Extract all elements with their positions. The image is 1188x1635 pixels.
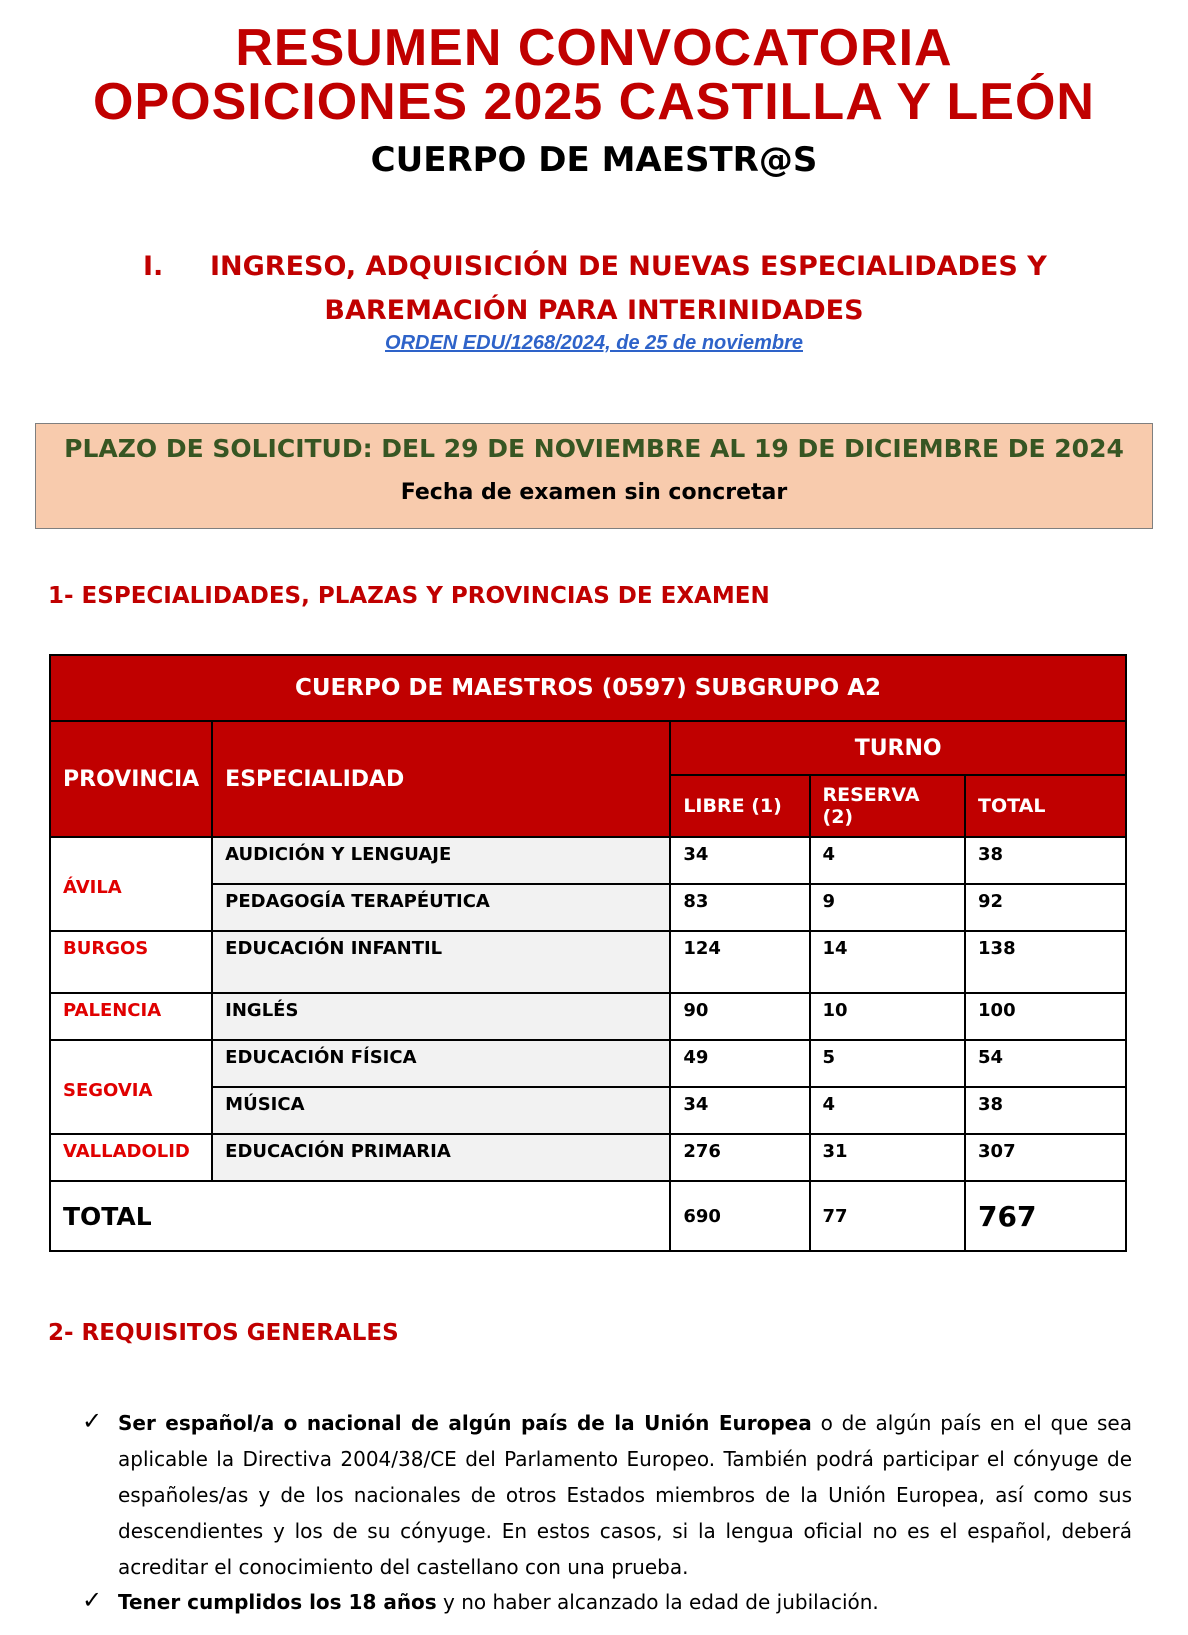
table-row — [50, 837, 1126, 884]
plazo-subtitle: Fecha de examen sin concretar — [400, 480, 788, 505]
table-total-row — [50, 1181, 1126, 1251]
table-row — [50, 1134, 1126, 1181]
libre-cell: 49 — [670, 1040, 809, 1087]
table-row — [50, 931, 1126, 993]
document-subtitle: CUERPO DE MAESTR@S — [370, 140, 818, 180]
total-cell: 307 — [965, 1134, 1126, 1181]
especialidad-cell: MÚSICA — [212, 1087, 670, 1134]
libre-cell: 34 — [670, 837, 809, 884]
section-1-number: I. — [143, 251, 164, 282]
table-title: CUERPO DE MAESTROS (0597) SUBGRUPO A2 — [50, 655, 1126, 721]
reserva-cell: 14 — [810, 931, 966, 993]
requisito-bold: Tener cumplidos los 18 años — [118, 1590, 437, 1614]
libre-cell: 124 — [670, 931, 809, 993]
total-reserva: 77 — [810, 1181, 966, 1251]
table-row — [50, 993, 1126, 1040]
especialidad-cell: EDUCACIÓN FÍSICA — [212, 1040, 670, 1087]
subsection-1-heading: 1- ESPECIALIDADES, PLAZAS Y PROVINCIAS DE EXAMEN — [48, 583, 770, 609]
col-header-provincia: PROVINCIA — [50, 721, 212, 837]
total-cell: 100 — [965, 993, 1126, 1040]
requisito-rest: o de algún país en el que sea aplicable la Directiva 2004/38/CE del Parlamento Europeo. También podrá participar el cónyuge de españoles/as y de los nacionales de otros Estados miembros de la Unión Europea, así como sus descendientes y los de su cónyuge. En estos casos, si la lengua oficial no es el español, deberá acreditar el conocimiento del castellano con una prueba. — [118, 1411, 1132, 1579]
libre-cell: 83 — [670, 884, 809, 931]
col-header-especialidad: ESPECIALIDAD — [212, 721, 670, 837]
requisito-rest: y no haber alcanzado la edad de jubilación. — [436, 1590, 879, 1614]
especialidad-cell: EDUCACIÓN PRIMARIA — [212, 1134, 670, 1181]
plazo-box — [35, 423, 1153, 529]
reserva-cell: 31 — [810, 1134, 966, 1181]
total-cell: 38 — [965, 837, 1126, 884]
col-header-total: TOTAL — [965, 775, 1126, 837]
total-cell: 54 — [965, 1040, 1126, 1087]
total-cell: 138 — [965, 931, 1126, 993]
libre-cell: 34 — [670, 1087, 809, 1134]
provincia-cell: SEGOVIA — [50, 1040, 212, 1134]
requisito-text — [118, 1584, 1132, 1620]
total-libre: 690 — [670, 1181, 809, 1251]
provincia-cell: PALENCIA — [50, 993, 212, 1040]
reserva-cell: 9 — [810, 884, 966, 931]
especialidad-cell: EDUCACIÓN INFANTIL — [212, 931, 670, 993]
requisito-bold: Ser español/a o nacional de algún país de la Unión Europea — [118, 1411, 812, 1435]
total-cell: 38 — [965, 1087, 1126, 1134]
especialidad-cell: INGLÉS — [212, 993, 670, 1040]
requisito-item — [82, 1405, 1132, 1585]
provincia-cell: VALLADOLID — [50, 1134, 212, 1181]
especialidad-cell: PEDAGOGÍA TERAPÉUTICA — [212, 884, 670, 931]
total-label: TOTAL — [50, 1181, 670, 1251]
provincia-cell: BURGOS — [50, 931, 212, 993]
subsection-2-heading: 2- REQUISITOS GENERALES — [48, 1320, 399, 1346]
col-header-turno: TURNO — [670, 721, 1126, 775]
reserva-cell: 4 — [810, 1087, 966, 1134]
especialidad-cell: AUDICIÓN Y LENGUAJE — [212, 837, 670, 884]
table-row — [50, 1040, 1126, 1087]
libre-cell: 276 — [670, 1134, 809, 1181]
requisito-item — [82, 1584, 1132, 1620]
total-total: 767 — [965, 1181, 1126, 1251]
checkmark-icon: ✓ — [82, 1586, 103, 1614]
col-header-reserva: RESERVA (2) — [810, 775, 966, 837]
total-cell: 92 — [965, 884, 1126, 931]
document-title-line1: RESUMEN CONVOCATORIA — [235, 19, 953, 77]
reserva-cell: 5 — [810, 1040, 966, 1087]
orden-link[interactable]: ORDEN EDU/1268/2024, de 25 de noviembre — [385, 332, 803, 354]
plazas-table — [49, 654, 1127, 1252]
table-row — [50, 884, 1126, 931]
table-row — [50, 1087, 1126, 1134]
col-header-libre: LIBRE (1) — [670, 775, 809, 837]
section-1-heading-line1: INGRESO, ADQUISICIÓN DE NUEVAS ESPECIALIDADES Y — [210, 251, 1047, 282]
reserva-cell: 4 — [810, 837, 966, 884]
libre-cell: 90 — [670, 993, 809, 1040]
document-title-line2: OPOSICIONES 2025 CASTILLA Y LEÓN — [93, 73, 1095, 131]
provincia-cell: ÁVILA — [50, 837, 212, 931]
requisito-text — [118, 1405, 1132, 1585]
checkmark-icon: ✓ — [82, 1407, 103, 1435]
plazo-title: PLAZO DE SOLICITUD: DEL 29 DE NOVIEMBRE AL 19 DE DICIEMBRE DE 2024 — [64, 434, 1124, 463]
reserva-cell: 10 — [810, 993, 966, 1040]
section-1-heading-line2: BAREMACIÓN PARA INTERINIDADES — [324, 295, 864, 326]
